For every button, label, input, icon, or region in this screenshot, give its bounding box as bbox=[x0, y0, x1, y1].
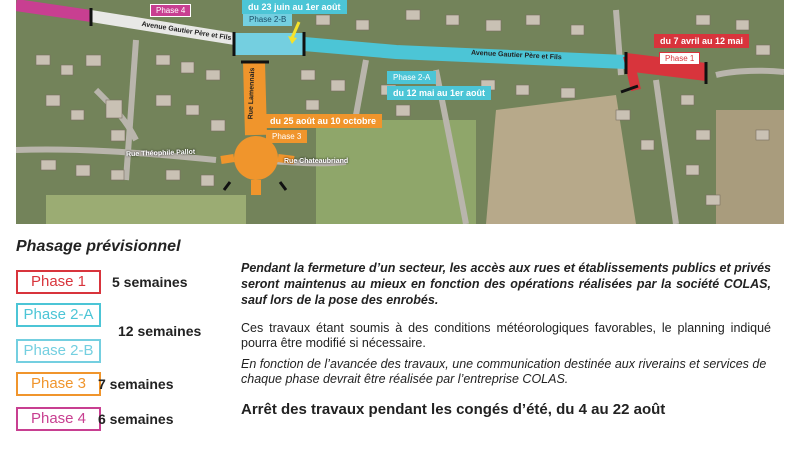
badge-phase2a: Phase 2-A bbox=[387, 71, 436, 84]
street-gautier-west: Avenue Gautier Père et Fils bbox=[141, 20, 232, 43]
legend-title: Phasage prévisionnel bbox=[16, 238, 181, 255]
legend-phase2b: Phase 2-B bbox=[16, 339, 101, 363]
street-south: Rue Chateaubriand bbox=[284, 158, 349, 165]
legend-phase3-weeks: 7 semaines bbox=[98, 376, 174, 392]
aerial-map[interactable] bbox=[16, 0, 784, 224]
east-field bbox=[716, 110, 784, 224]
badge-phase2b: Phase 2-B bbox=[243, 13, 292, 26]
legend-phase3: Phase 3 bbox=[16, 372, 101, 396]
south-field bbox=[46, 195, 246, 224]
street-lamennais: Rue Lamennais bbox=[247, 67, 257, 120]
date-phase2b: du 23 juin au 1er août bbox=[242, 0, 347, 14]
weather-notice: Ces travaux étant soumis à des conditions météorologiques favorables, le planning indiqué pourra être modifié si nécessaire. bbox=[241, 321, 771, 350]
communication-notice: En fonction de l’avancée des travaux, une communication destinée aux riverains et services de chaque phase devrait être réalisée par l’entreprise COLAS. bbox=[241, 357, 767, 386]
access-notice: Pendant la fermeture d’un secteur, les accès aux rues et établissements publics et privés seront maintenus au mieux en fonction des opérations réalisées par la société COLAS, sauf lors de la pose des enrobés. bbox=[241, 261, 771, 307]
badge-phase4: Phase 4 bbox=[150, 4, 191, 17]
legend-phase2a: Phase 2-A bbox=[16, 303, 101, 327]
date-phase1: du 7 avril au 12 mai bbox=[654, 34, 749, 48]
date-phase3: du 25 août au 10 octobre bbox=[264, 114, 382, 128]
plowed-field bbox=[486, 95, 636, 224]
street-west: Rue Théophile Pallot bbox=[125, 148, 196, 159]
legend-phase1-weeks: 5 semaines bbox=[112, 274, 188, 290]
badge-phase3: Phase 3 bbox=[266, 130, 307, 143]
badge-phase1: Phase 1 bbox=[659, 52, 700, 65]
legend-phase4: Phase 4 bbox=[16, 407, 101, 431]
legend-phase4-weeks: 6 semaines bbox=[98, 411, 174, 427]
legend-phase1: Phase 1 bbox=[16, 270, 101, 294]
date-phase2a: du 12 mai au 1er août bbox=[387, 86, 491, 100]
street-gautier-east: Avenue Gautier Père et Fils bbox=[470, 49, 562, 62]
legend-phase2-weeks: 12 semaines bbox=[118, 323, 202, 339]
summer-stop-notice: Arrêt des travaux pendant les congés d’été, du 4 au 22 août bbox=[241, 401, 666, 418]
